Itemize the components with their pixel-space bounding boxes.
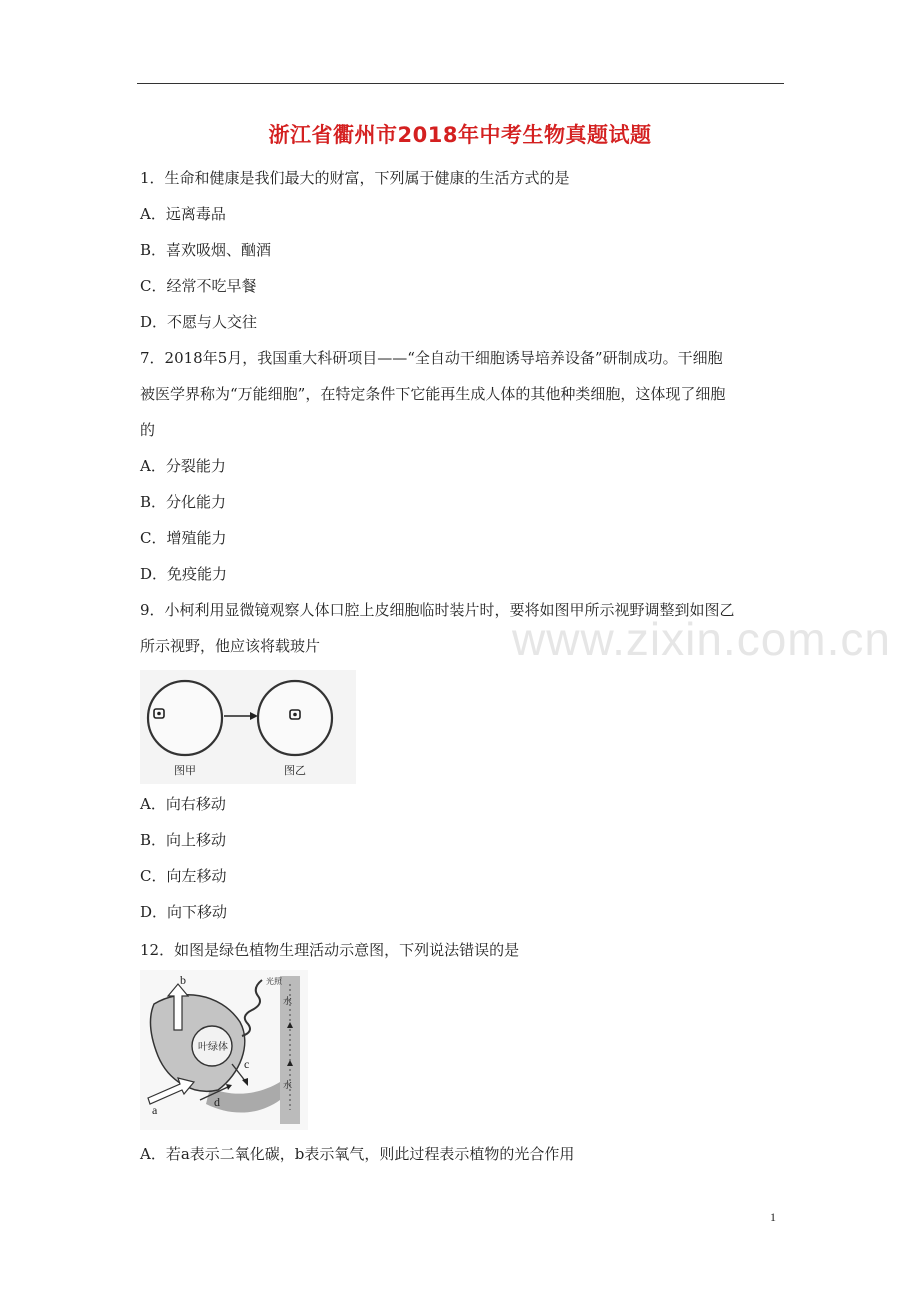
figure-label-yi: 图乙 [284, 764, 306, 777]
label-b: b [180, 973, 186, 987]
water-label-1: 水 [283, 997, 293, 1007]
q1-option-b: B．喜欢吸烟、酗酒 [140, 241, 272, 259]
question-1-stem: 1．生命和健康是我们最大的财富，下列属于健康的生活方式的是 [140, 169, 570, 187]
question-7-stem-line-1: 7．2018年5月，我国重大科研项目——“全自动干细胞诱导培养设备”研制成功。干细胞 [140, 349, 723, 367]
label-d: d [214, 1095, 220, 1109]
label-a: a [152, 1103, 158, 1117]
q7-option-c: C．增殖能力 [140, 529, 227, 547]
q1-option-d: D．不愿与人交往 [140, 313, 258, 331]
q1-option-c: C．经常不吃早餐 [140, 277, 257, 295]
question-12-stem: 12．如图是绿色植物生理活动示意图，下列说法错误的是 [140, 941, 520, 959]
page-number: 1 [770, 1210, 776, 1224]
q12-option-a: A．若a表示二氧化碳，b表示氧气，则此过程表示植物的光合作用 [140, 1145, 575, 1163]
question-7-stem-line-2: 被医学界称为“万能细胞”，在特定条件下它能再生成人体的其他种类细胞，这体现了细胞 [140, 385, 726, 403]
microscope-view-figure [140, 670, 356, 784]
q7-option-a: A．分裂能力 [140, 457, 226, 475]
q9-option-c: C．向左移动 [140, 867, 227, 885]
plant-physiology-figure [140, 970, 308, 1130]
figure-label-jia: 图甲 [174, 764, 196, 777]
view-b-circle [258, 681, 332, 755]
chloroplast-label: 叶绿体 [198, 1042, 228, 1053]
light-label: 光照 [266, 977, 282, 986]
document-title: 浙江省衢州市2018年中考生物真题试题 [268, 123, 652, 147]
question-7-stem-line-3: 的 [140, 421, 156, 439]
header-rule [137, 83, 784, 84]
q7-option-b: B．分化能力 [140, 493, 227, 511]
label-c: c [244, 1057, 250, 1071]
question-9-stem-line-2: 所示视野，他应该将载玻片 [140, 637, 321, 655]
watermark: www.zixin.com.cn [512, 613, 891, 665]
q7-option-d: D．免疫能力 [140, 565, 228, 583]
q9-option-a: A．向右移动 [140, 795, 226, 813]
q9-option-d: D．向下移动 [140, 903, 228, 921]
water-label-2: 水 [283, 1081, 293, 1091]
question-9-stem-line-1: 9．小柯利用显微镜观察人体口腔上皮细胞临时装片时，要将如图甲所示视野调整到如图乙 [140, 601, 735, 619]
q1-option-a: A．远离毒品 [140, 205, 226, 223]
q9-option-b: B．向上移动 [140, 831, 227, 849]
